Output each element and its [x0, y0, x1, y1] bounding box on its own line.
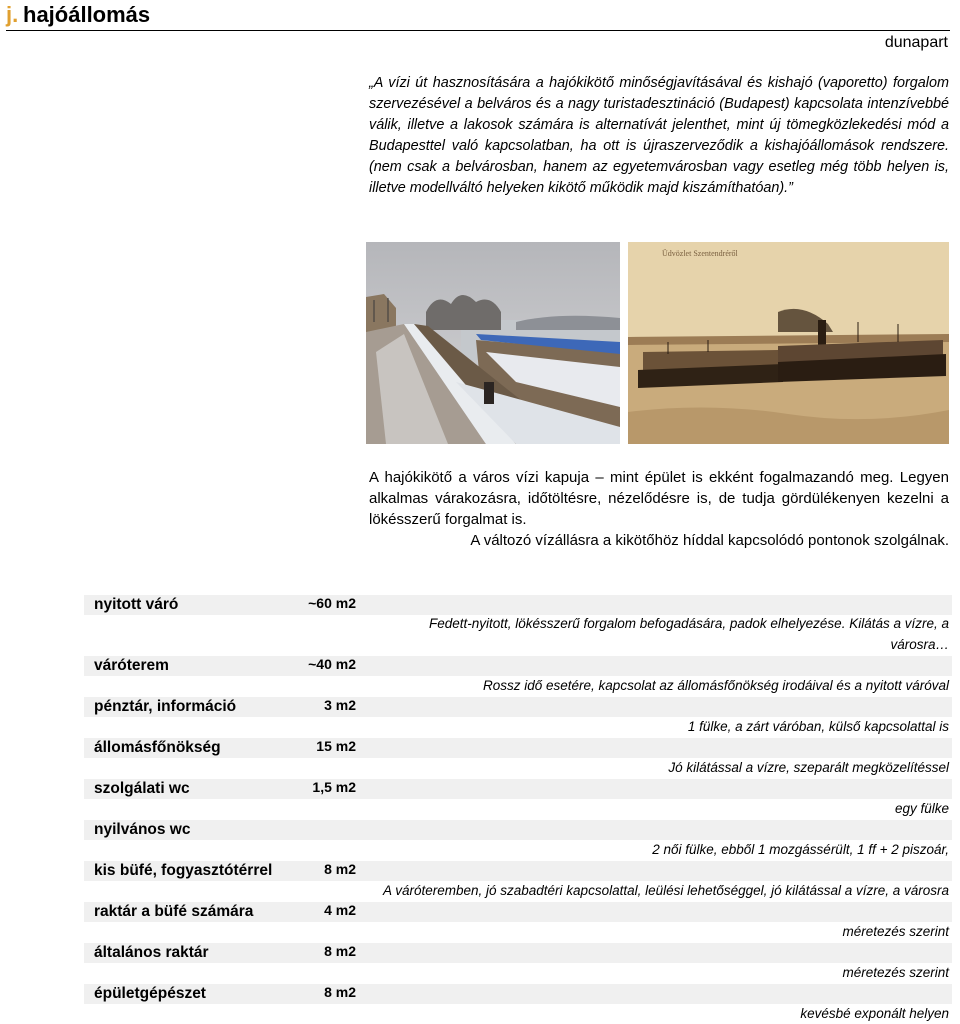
room-name: raktár a büfé számára: [94, 903, 254, 920]
historic-steamboat-postcard: [628, 242, 949, 444]
room-name: nyitott váró: [94, 596, 179, 613]
room-name: kis büfé, fogyasztótérrel: [94, 862, 273, 879]
room-name: pénztár, információ: [94, 698, 237, 715]
room-name: nyilvános wc: [94, 821, 191, 838]
room-name: szolgálati wc: [94, 780, 190, 797]
room-area: 1,5 m2: [312, 779, 356, 795]
photo-caption: A hajókikötő a város vízi kapuja – mint épület is ekként fogalmazandó meg. Legyen alkalmas várakozásra, időtöltésre, nézelődésre is, de tudja gördülékenyen kezelni a lökésszerű forgalmat is.: [369, 469, 949, 528]
room-description: egy fülke: [894, 801, 949, 816]
room-area: 8 m2: [324, 943, 356, 959]
room-description: 1 fülke, a zárt váróban, külső kapcsolattal is: [687, 719, 949, 734]
room-area: ~60 m2: [308, 595, 356, 611]
room-description: Rossz idő esetére, kapcsolat az állomásfőnökség irodáival és a nyitott váróval: [483, 678, 949, 693]
room-description: Fedett-nyitott, lökésszerű forgalom befogadására, padok elhelyezése. Kilátás a vízre, a városra…: [428, 616, 949, 652]
room-name: általános raktár: [94, 944, 209, 961]
room-area: 15 m2: [316, 738, 356, 754]
page-header: [6, 0, 950, 31]
room-area: 8 m2: [324, 984, 356, 1000]
winter-riverbank-photo: [366, 242, 620, 444]
intro-quote: „A vízi út hasznosítására a hajókikötő minőségjavításával és kishajó (vaporetto) forgalom szervezésével a belváros és a nagy turistadesztináció (Budapest) kapcsolata intenzívebbé válik, illetve a lakosok számára is alternatívát jelenthet, mint új tömegközlekedési mód a Budapesttel való kapcsolatban, ha ott is újraszerveződik a kishajóállomások rendszere. (nem csak a belvárosban, hanem az egyetemvárosban vagy esetleg még több helyen is, illetve modellváltó helyeken kikötő működik majd kiszámíthatóan).”: [369, 75, 949, 196]
page-title: hajóállomás: [23, 2, 151, 27]
room-description: méretezés szerint: [842, 924, 949, 939]
room-description: 2 női fülke, ebből 1 mozgássérült, 1 ff + 2 piszoár,: [652, 842, 949, 857]
room-name: állomásfőnökség: [94, 739, 221, 756]
room-description: kevésbé exponált helyen: [800, 1006, 949, 1021]
section-letter: j.: [6, 2, 19, 27]
room-description: Jó kilátással a vízre, szeparált megközelítéssel: [668, 760, 949, 775]
room-name: épületgépészet: [94, 985, 206, 1002]
room-name: váróterem: [94, 657, 169, 674]
room-area: 3 m2: [324, 697, 356, 713]
room-description: méretezés szerint: [842, 965, 949, 980]
room-description: A váróteremben, jó szabadtéri kapcsolattal, leülési lehetőséggel, jó kilátással a vízre, a városra: [382, 883, 949, 898]
section-tag: dunapart: [884, 34, 948, 51]
room-area: 4 m2: [324, 902, 356, 918]
room-area: 8 m2: [324, 861, 356, 877]
room-program-table: [84, 593, 960, 1024]
photo-caption-secondary: A változó vízállásra a kikötőhöz híddal kapcsolódó pontonok szolgálnak.: [470, 532, 949, 549]
postcard-caption: Üdvözlet Szentendréről: [662, 249, 738, 258]
room-area: ~40 m2: [308, 656, 356, 672]
